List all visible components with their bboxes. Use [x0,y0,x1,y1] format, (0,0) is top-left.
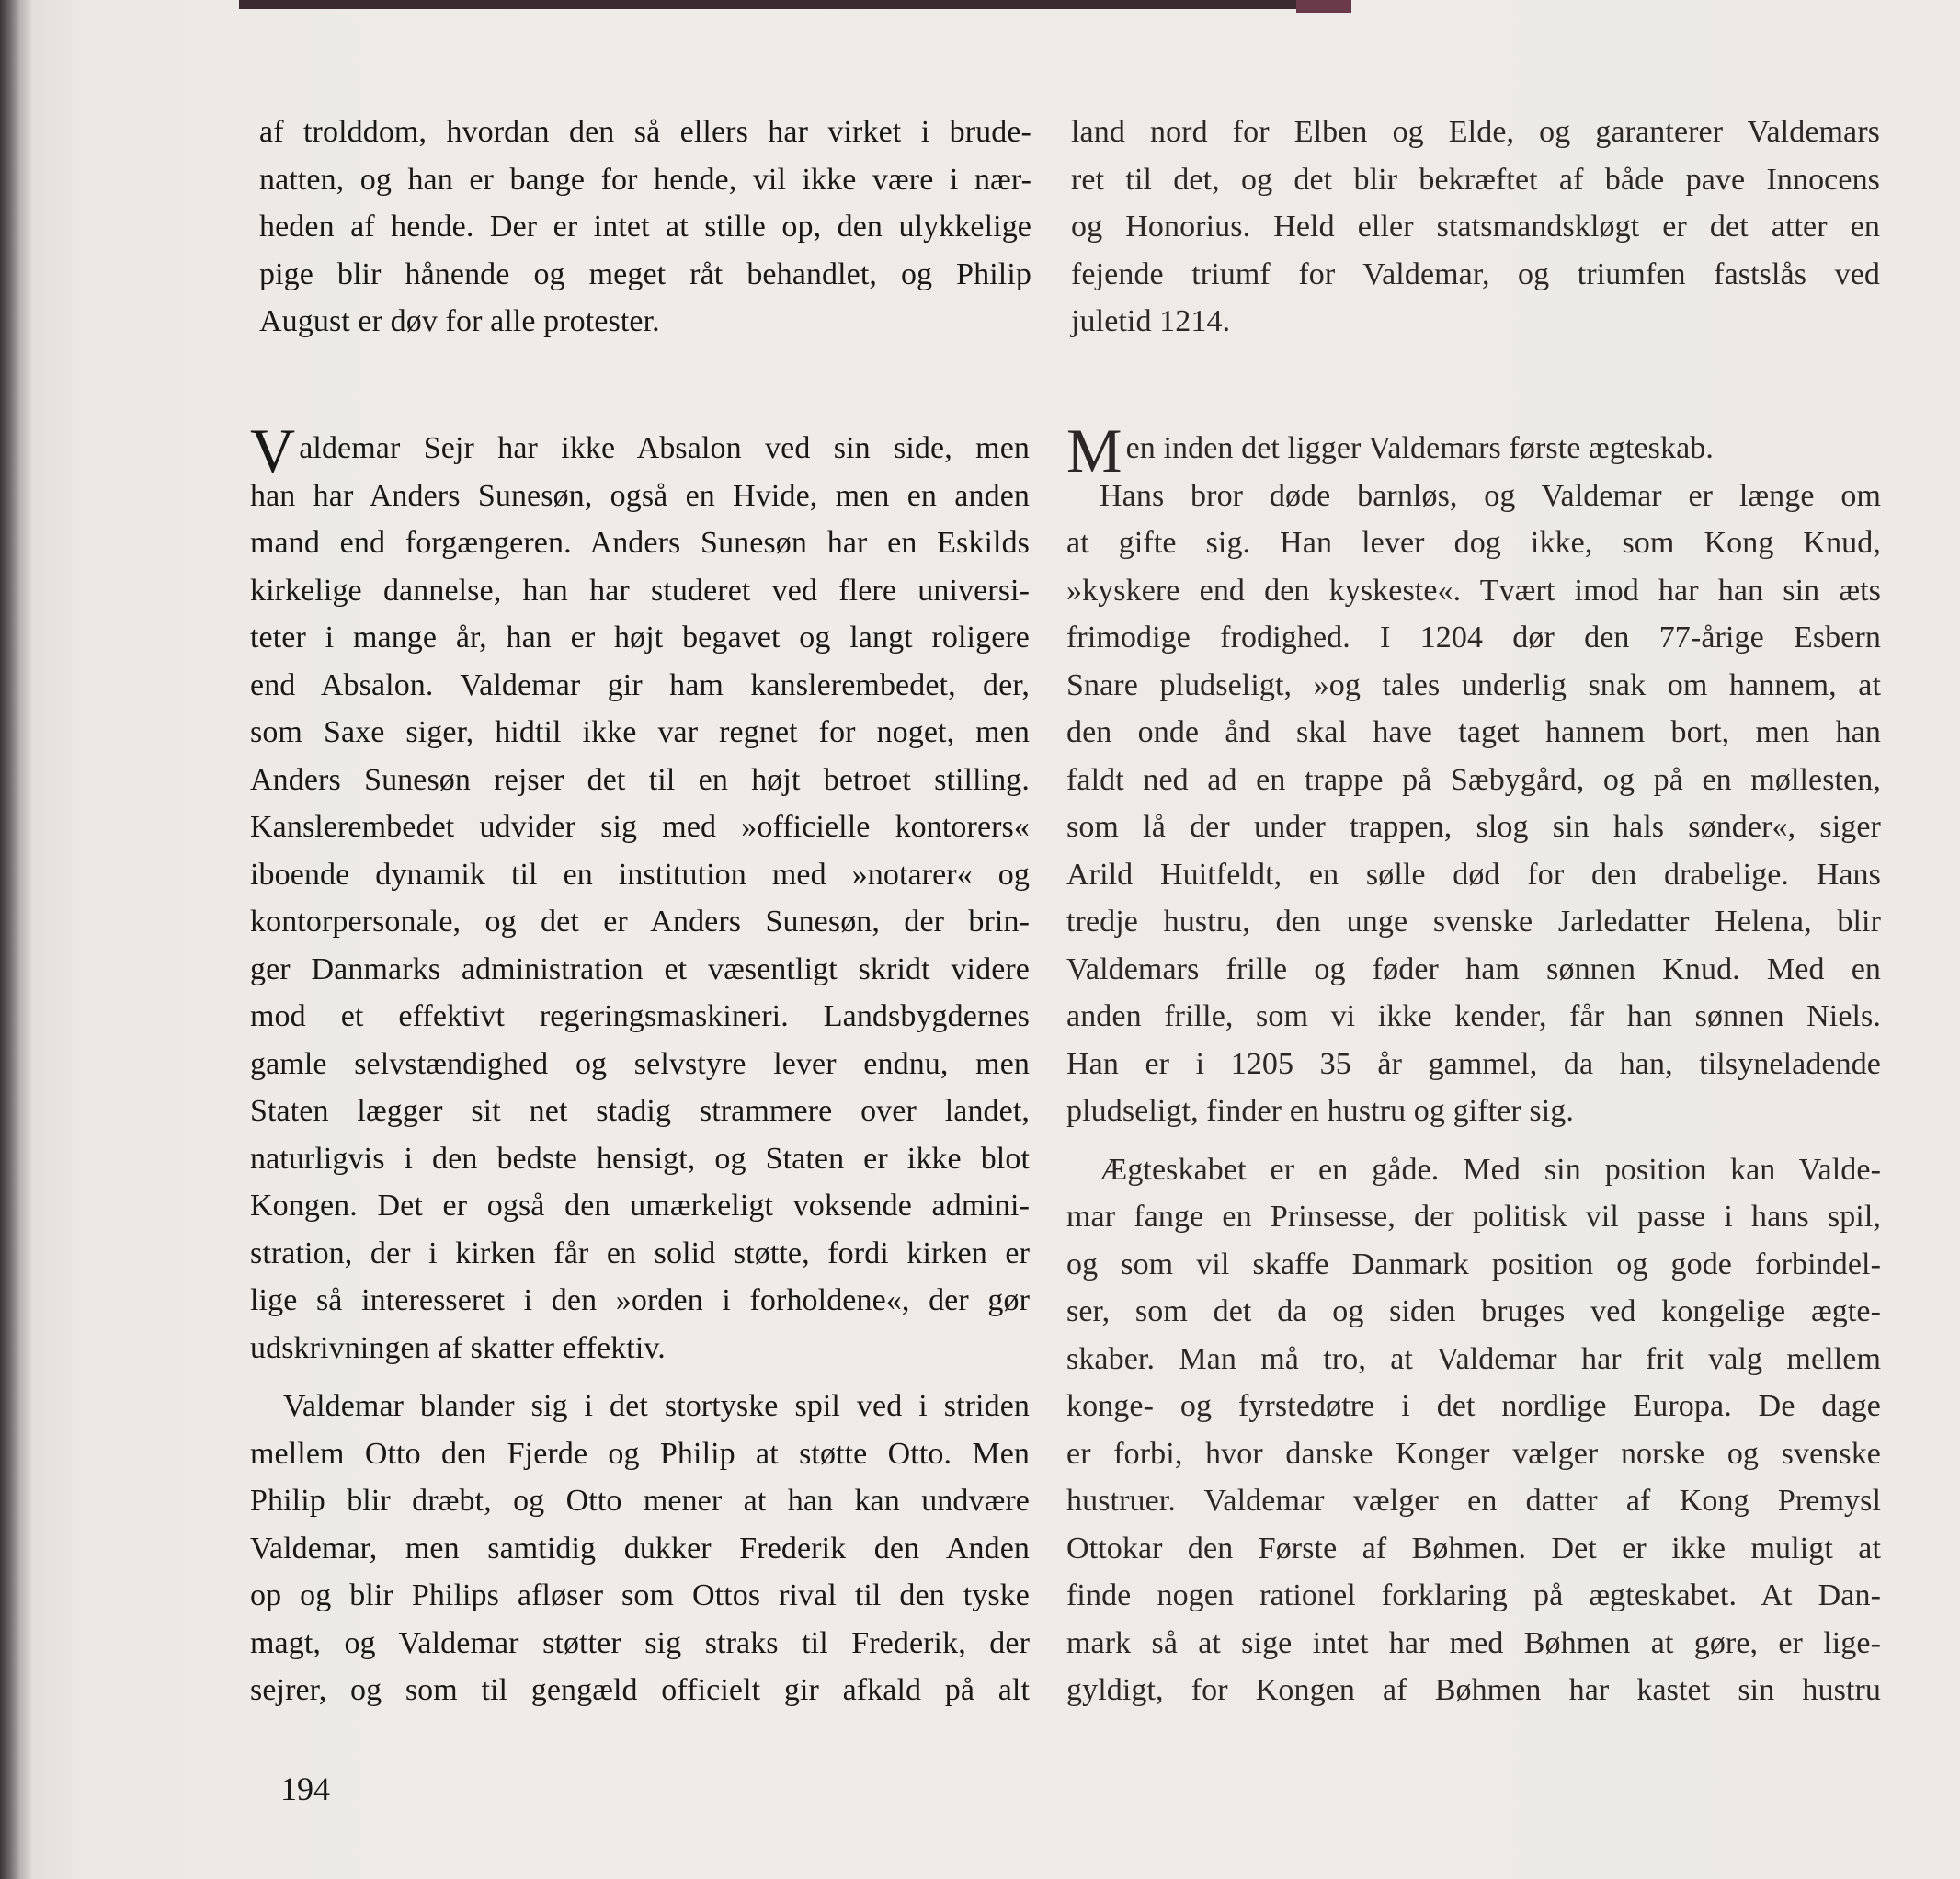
text-line: lige så interesseret i den »orden i forholdene«, der gør [250,1283,1030,1317]
text-line: af trolddom, hvordan den så ellers har virket i brude- [259,115,1031,149]
text-line: kirkelige dannelse, han har studeret ved flere universi- [250,573,1030,608]
text-line: teter i mange år, han er højt begavet og langt roligere [250,621,1030,655]
text-line: og Honorius. Held eller statsmandskløgt er det atter en [1071,210,1880,244]
right-main-first-line [1066,416,1881,485]
text-line: Ottokar den Første af Bøhmen. Det er ikke muligt at [1066,1531,1881,1566]
text-line: Kongen. Det er også den umærkeligt voksende admini- [250,1189,1030,1223]
text-line: Arild Huitfeldt, en sølle død for den drabelige. Hans [1066,857,1881,892]
text-line: stration, der i kirken får en solid støtte, fordi kirken er [250,1236,1030,1270]
text-line: han har Anders Sunesøn, også en Hvide, men en anden [250,478,1030,513]
left-column-main-text [250,416,1030,1714]
right-main-first-line-text: en inden det ligger Valdemars første ægteskab. [1125,431,1714,465]
text-line: anden frille, som vi ikke kender, får han sønnen Niels. [1066,999,1881,1033]
text-line: hustruer. Valdemar vælger en datter af Kong Premysl [1066,1484,1881,1518]
page-number: 194 [280,1771,330,1807]
text-line: som Saxe siger, hidtil ikke var regnet for noget, men [250,715,1030,749]
text-line: pige blir hånende og meget råt behandlet, og Philip [259,256,1031,291]
text-line: pludseligt, finder en hustru og gifter sig. [1066,1094,1574,1128]
text-line: finde nogen rationel forklaring på ægteskabet. At Dan- [1066,1578,1881,1612]
text-line: Valdemar blander sig i det stortyske spil ved i striden [283,1389,1030,1423]
text-line: juletid 1214. [1071,304,1231,338]
text-line: frimodige frodighed. I 1204 dør den 77-årige Esbern [1066,621,1881,655]
text-line: Philip blir dræbt, og Otto mener at han kan undvære [250,1484,1030,1518]
text-line: Hans bror døde barnløs, og Valdemar er længe om [1100,478,1881,513]
text-line: heden af hende. Der er intet at stille op, den ulykkelige [259,210,1031,244]
text-line: faldt ned ad en trappe på Sæbygård, og på en møllesten, [1066,762,1881,797]
left-main-first-line-text: aldemar Sejr har ikke Absalon ved sin side, men [299,431,1030,465]
text-line: som lå der under trappen, slog sin hals sønder«, siger [1066,810,1881,844]
top-edge-strip [239,0,1296,9]
text-line: mark så at sige intet har med Bøhmen at gøre, er lige- [1066,1625,1881,1660]
text-line: August er døv for alle protester. [259,304,660,338]
text-line: mar fange en Prinsesse, der politisk vil passe i hans spil, [1066,1200,1881,1234]
text-line: gamle selvstændighed og selvstyre lever endnu, men [250,1046,1030,1081]
right-column-top-paragraph [1071,108,1880,346]
left-main-first-line [250,416,1030,485]
drop-cap-m: M [1066,416,1122,485]
text-line: iboende dynamik til en institution med »notarer« og [250,857,1030,892]
text-line: naturligvis i den bedste hensigt, og Staten er ikke blot [250,1141,1030,1176]
text-line: skaber. Man må tro, at Valdemar har frit valg mellem [1066,1341,1881,1376]
text-line: Anders Sunesøn rejser det til en højt betroet stilling. [250,762,1030,797]
text-line: fejende triumf for Valdemar, og triumfen fastslås ved [1071,256,1880,291]
text-line: mand end forgængeren. Anders Sunesøn har en Eskilds [250,526,1030,560]
text-line: Han er i 1205 35 år gammel, da han, tilsyneladende [1066,1046,1881,1081]
text-line: Staten lægger sit net stadig strammere over landet, [250,1094,1030,1128]
top-edge-strip-accent [1296,0,1351,13]
text-line: Valdemar, men samtidig dukker Frederik den Anden [250,1531,1030,1566]
book-binding-edge [0,0,31,1879]
text-line: »kyskere end den kyskeste«. Tvært imod har han sin æts [1066,573,1881,608]
text-line: at gifte sig. Han lever dog ikke, som Kong Knud, [1066,526,1881,560]
text-line: er forbi, hvor danske Konger vælger norske og svenske [1066,1436,1881,1471]
drop-cap-v: V [250,416,296,485]
left-column-top-paragraph [259,108,1031,346]
text-line: op og blir Philips afløser som Ottos rival til den tyske [250,1578,1030,1612]
text-line: ret til det, og det blir bekræftet af både pave Innocens [1071,162,1880,197]
text-line: mod et effektivt regeringsmaskineri. Landsbygdernes [250,999,1030,1033]
right-column-main-text [1066,416,1881,1714]
text-line: den onde ånd skal have taget hannem bort, men han [1066,715,1881,749]
text-line: kontorpersonale, og det er Anders Sunesøn, der brin- [250,905,1030,939]
text-line: ser, som det da og siden bruges ved kongelige ægte- [1066,1294,1881,1328]
text-line: Valdemars frille og føder ham sønnen Knud. Med en [1066,951,1881,986]
text-line: end Absalon. Valdemar gir ham kanslerembedet, der, [250,667,1030,702]
text-line: Ægteskabet er en gåde. Med sin position kan Valde- [1100,1152,1881,1187]
text-line: sejrer, og som til gengæld officielt gir afkald på alt [250,1673,1030,1707]
text-line: land nord for Elben og Elde, og garanterer Valdemars [1071,115,1880,149]
text-line: udskrivningen af skatter effektiv. [250,1330,666,1365]
text-line: og som vil skaffe Danmark position og gode forbindel- [1066,1247,1881,1281]
text-line: ger Danmarks administration et væsentligt skridt videre [250,951,1030,986]
text-line: mellem Otto den Fjerde og Philip at støtte Otto. Men [250,1436,1030,1471]
text-line: Kanslerembedet udvider sig med »officielle kontorers« [250,810,1030,844]
text-line: konge- og fyrstedøtre i det nordlige Europa. De dage [1066,1389,1881,1423]
text-line: natten, og han er bange for hende, vil ikke være i nær- [259,162,1031,197]
text-line: magt, og Valdemar støtter sig straks til Frederik, der [250,1625,1030,1660]
text-line: gyldigt, for Kongen af Bøhmen har kastet sin hustru [1066,1673,1881,1707]
text-line: tredje hustru, den unge svenske Jarledatter Helena, blir [1066,905,1881,939]
text-line: Snare pludseligt, »og tales underlig snak om hannem, at [1066,667,1881,702]
